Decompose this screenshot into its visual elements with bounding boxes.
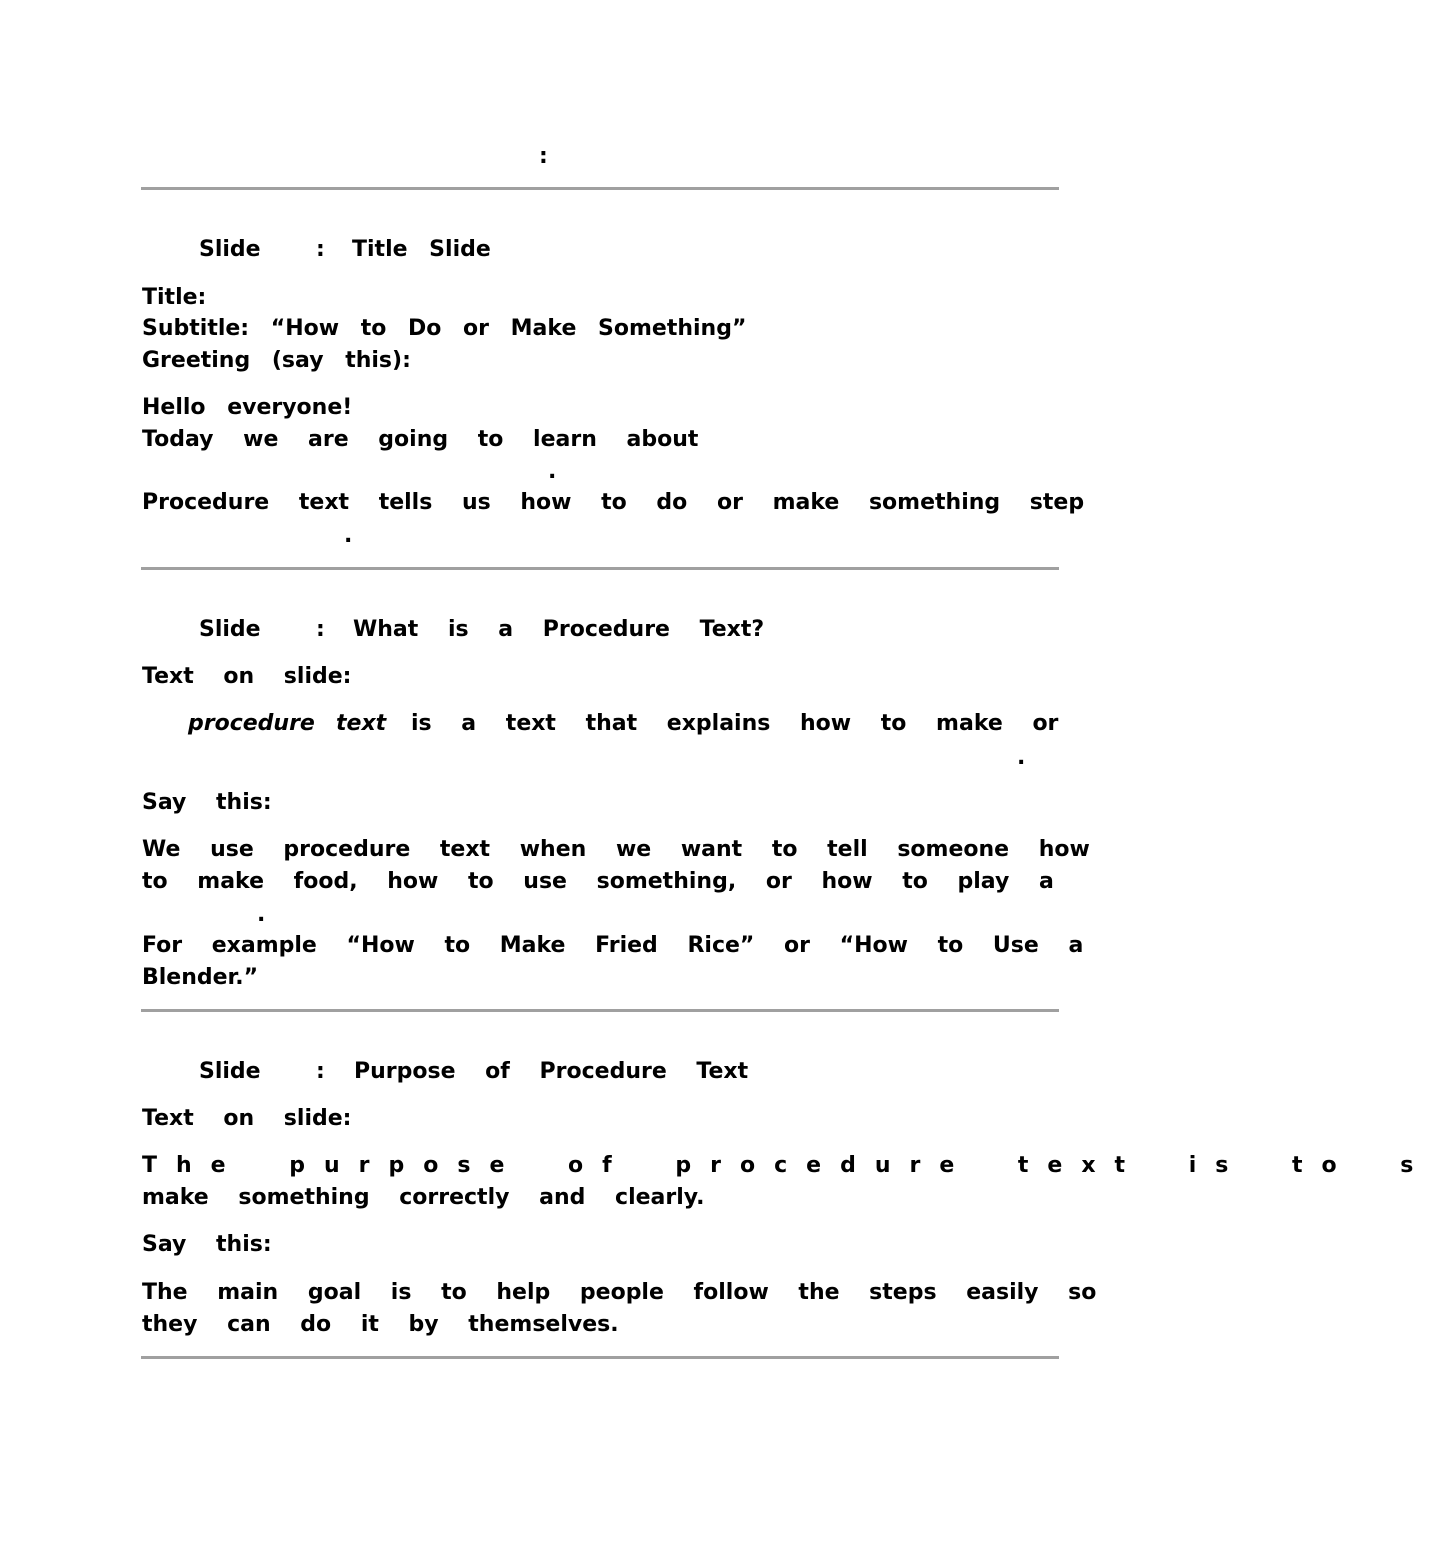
- slide2-definition-rest: is a text that explains how to make or: [411, 711, 1059, 736]
- slide3-purpose-line-1: The purpose of procedure text is to s: [142, 1153, 1432, 1178]
- slide1-today: Today we are going to learn about: [142, 427, 699, 452]
- slide2-heading-colon: :: [316, 617, 325, 642]
- slide3-heading-prefix: Slide: [199, 1059, 261, 1084]
- slide1-hello: Hello everyone!: [142, 395, 353, 420]
- slide2-say-this-label: Say this:: [142, 790, 272, 815]
- slide1-dot-2: .: [344, 523, 353, 548]
- divider-1: [141, 187, 1059, 190]
- slide3-heading-colon: :: [316, 1059, 325, 1084]
- slide2-heading-prefix: Slide: [199, 617, 261, 642]
- divider-3: [141, 1009, 1059, 1012]
- slide3-say-this-label: Say this:: [142, 1232, 272, 1257]
- slide1-greeting: Greeting (say this):: [142, 348, 411, 373]
- slide2-use-line-1: We use procedure text when we want to tell someone how: [142, 837, 1090, 862]
- divider-4: [141, 1356, 1059, 1359]
- slide1-heading-colon: :: [316, 237, 325, 262]
- slide1-dot-1: .: [548, 459, 557, 484]
- slide2-text-on-slide-label: Text on slide:: [142, 664, 352, 689]
- header-colon: :: [539, 144, 548, 169]
- slide3-text-on-slide-label: Text on slide:: [142, 1106, 352, 1131]
- slide2-heading-title: What is a Procedure Text?: [353, 617, 765, 642]
- divider-2: [141, 567, 1059, 570]
- slide2-example-line-2: Blender.”: [142, 965, 259, 990]
- slide1-subtitle: Subtitle: “How to Do or Make Something”: [142, 316, 747, 341]
- slide3-heading-title: Purpose of Procedure Text: [354, 1059, 749, 1084]
- slide3-purpose-line-2: make something correctly and clearly.: [142, 1185, 705, 1210]
- slide1-title-label: Title:: [142, 285, 207, 310]
- slide1-heading-title: Title Slide: [352, 237, 491, 262]
- slide1-procedure: Procedure text tells us how to do or make something step: [142, 490, 1085, 515]
- slide2-example-line-1: For example “How to Make Fried Rice” or “How to Use a: [142, 933, 1084, 958]
- slide2-dot-3: .: [1017, 745, 1026, 770]
- slide2-use-line-2: to make food, how to use something, or how to play a: [142, 869, 1054, 894]
- slide1-heading-prefix: Slide: [199, 237, 261, 262]
- slide2-definition-italic-2: text: [336, 711, 387, 736]
- slide3-goal-line-1: The main goal is to help people follow the steps easily so: [142, 1280, 1097, 1305]
- slide3-goal-line-2: they can do it by themselves.: [142, 1312, 619, 1337]
- slide2-definition-italic-1: procedure: [188, 711, 315, 736]
- slide2-dot-4: .: [257, 902, 266, 927]
